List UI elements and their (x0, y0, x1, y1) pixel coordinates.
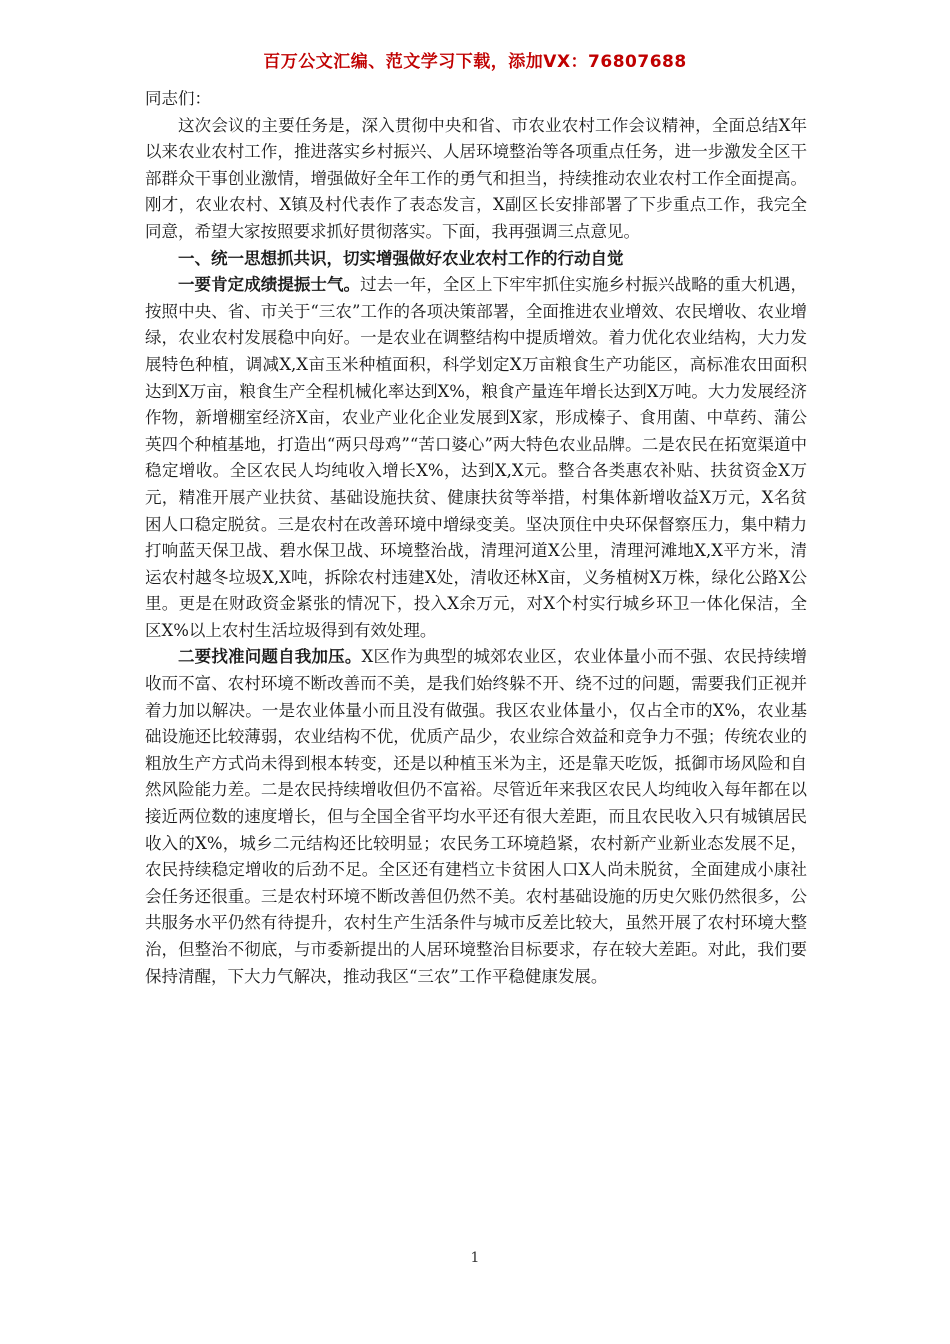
paragraph-lead: 一要肯定成绩提振士气。 (178, 275, 361, 295)
paragraph-body: X区作为典型的城郊农业区，农业体量小而不强、农民持续增收而不富、农村环境不断改善而不美，是我们始终躲不开、绕不过的问题，需要我们正视并着力加以解决。一是农业体量小而且没有做强。我区农业体量小，仅占全市的X%，农业基础设施还比较薄弱，农业结构不优，优质产品少，农业综合效益和竞争力不强；传统农业的粗放生产方式尚未得到根本转变，还是以种植玉米为主，还是靠天吃饭，抵御市场风险和自然风险能力差。二是农民持续增收但仍不富裕。尽管近年来我区农民人均纯收入每年都在以接近两位数的速度增长，但与全国全省平均水平还有很大差距，而且农民收入只有城镇居民收入的X%，城乡二元结构还比较明显；农民务工环境趋紧，农村新产业新业态发展不足，农民持续稳定增收的后劲不足。全区还有建档立卡贫困人口X人尚未脱贫，全面建成小康社会任务还很重。三是农村环境不断改善但仍然不美。农村基础设施的历史欠账仍然很多，公共服务水平仍然有待提升，农村生产生活条件与城市反差比较大，虽然开展了农村环境大整治，但整治不彻底，与市委新提出的人居环境整治目标要求，存在较大差距。对此，我们要保持清醒，下大力气解决，推动我区“三农”工作平稳健康发展。 (145, 647, 808, 986)
promo-banner: 百万公文汇编、范文学习下载，添加VX：76807688 (263, 52, 687, 72)
page-number: 1 (470, 1250, 480, 1266)
paragraph-problems (145, 644, 807, 990)
section-heading: 一、统一思想抓共识，切实增强做好农业农村工作的行动自觉 (178, 248, 624, 268)
paragraph-body: 过去一年，全区上下牢牢抓住实施乡村振兴战略的重大机遇，按照中央、省、市关于“三农”工作的各项决策部署，全面推进农业增效、农民增收、农业增绿，农业农村发展稳中向好。一是农业在调整结构中提质增效。着力优化农业结构，大力发展特色种植，调减X,X亩玉米种植面积，科学划定X万亩粮食生产功能区，高标准农田面积达到X万亩，粮食生产全程机械化率达到X%，粮食产量连年增长达到X万吨。大力发展经济作物，新增棚室经济X亩，农业产业化企业发展到X家，形成榛子、食用菌、中草药、蒲公英四个种植基地，打造出“两只母鸡”“苦口婆心”两大特色农业品牌。二是农民在拓宽渠道中稳定增收。全区农民人均纯收入增长X%，达到X,X元。整合各类惠农补贴、扶贫资金X万元，精准开展产业扶贫、基础设施扶贫、健康扶贫等举措，村集体新增收益X万元，X名贫困人口稳定脱贫。三是农村在改善环境中增绿变美。坚决顶住中央环保督察压力，集中精力打响蓝天保卫战、碧水保卫战、环境整治战，清理河道X公里，清理河滩地X,X平方米，清运农村越冬垃圾X,X吨，拆除农村违建X处，清收还林X亩，义务植树X万株，绿化公路X公里。更是在财政资金紧张的情况下，投入X余万元，对X个村实行城乡环卫一体化保洁，全区X%以上农村生活垃圾得到有效处理。 (145, 275, 808, 640)
greeting: 同志们： (145, 89, 211, 108)
document-body (145, 86, 807, 990)
intro-paragraph: 这次会议的主要任务是，深入贯彻中央和省、市农业农村工作会议精神，全面总结X年以来农业农村工作，推进落实乡村振兴、人居环境整治等各项重点任务，进一步激发全区干部群众干事创业激情，增强做好全年工作的勇气和担当，持续推动农业农村工作全面提高。刚才，农业农村、X镇及村代表作了表态发言，X副区长安排部署了下步重点工作，我完全同意，希望大家按照要求抓好贯彻落实。下面，我再强调三点意见。 (145, 115, 807, 241)
paragraph-achievements (145, 272, 807, 644)
paragraph-lead: 二要找准问题自我加压。 (178, 647, 362, 667)
